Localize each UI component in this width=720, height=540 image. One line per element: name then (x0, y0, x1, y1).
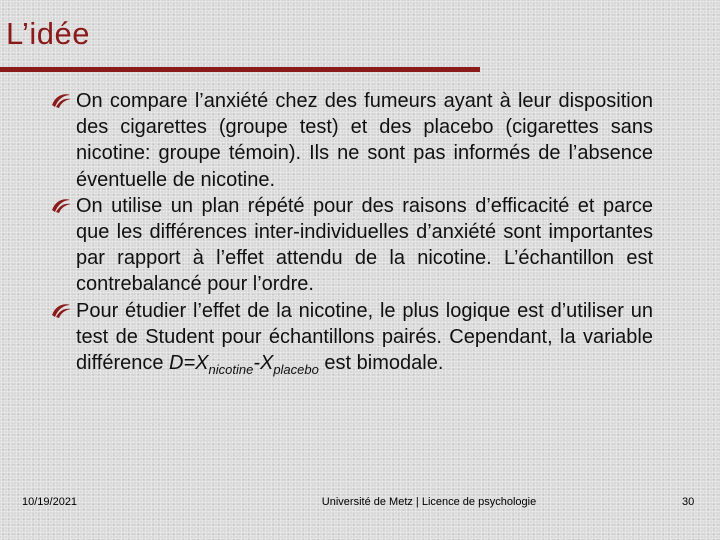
title-underline (0, 67, 480, 72)
footer-date: 10/19/2021 (22, 496, 78, 508)
formula-subscript-nicotine: nicotine (208, 362, 254, 378)
page-number: 30 (682, 496, 695, 508)
bullet-item (76, 298, 653, 384)
formula-minus-x: -X (253, 352, 274, 375)
bullet-item (76, 193, 653, 298)
bullet-text: On compare l’anxiété chez des fumeurs ayant à leur disposition des cigarettes (groupe test) et des placebo (cigarettes sans nicotine: groupe témoin). Ils ne sont pas informés de l’absence éventuelle de nicotine. (76, 90, 653, 191)
swoosh-bullet-icon (50, 301, 72, 321)
bullet-text: On utilise un plan répété pour des raisons d’efficacité et parce que les différences inter-individuelles d’anxiété sont importantes par rapport à l’effet attendu de la nicotine. L’échantillon est contrebalancé pour l’ordre. (76, 194, 653, 296)
bullet-text: Pour étudier l’effet de la nicotine, le plus logique est d’utiliser un test de Student pour échantillons pairés. Cependant, la variable différence (76, 299, 653, 375)
footer-institution: Université de Metz | Licence de psychologie (321, 496, 537, 508)
formula-subscript-placebo: placebo (273, 362, 319, 378)
bullet-list (76, 88, 653, 383)
slide-title: L’idée (6, 16, 91, 51)
swoosh-bullet-icon (50, 91, 72, 111)
bullet-item (76, 88, 653, 193)
bullet-text-end: est bimodale. (318, 352, 444, 375)
swoosh-bullet-icon (50, 196, 72, 216)
formula-d: D=X (169, 352, 209, 375)
